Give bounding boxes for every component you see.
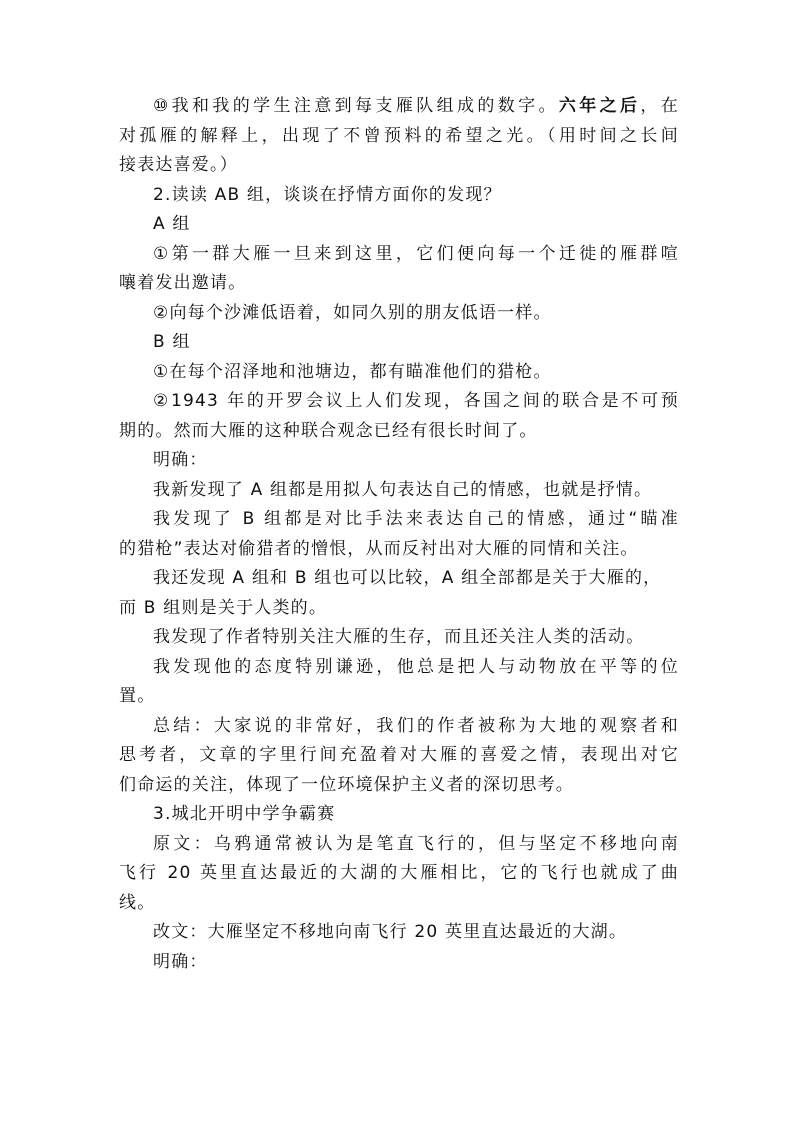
paragraph-line: ②向每个沙滩低语着，如同久别的朋友低语一样。	[153, 302, 552, 323]
paragraph-line: 期的。然而大雁的这种联合观念已经有很长时间了。	[119, 420, 538, 441]
paragraph-line: 对孤雁的解释上，出现了不曾预料的希望之光。（用时间之长间	[119, 125, 679, 146]
paragraph-line: 线。	[119, 892, 156, 913]
paragraph-line: 接表达喜爱。）	[119, 155, 238, 175]
paragraph-line: 总结：大家说的非常好，我们的作者被称为大地的观察者和	[153, 715, 679, 736]
paragraph-line: 我发现了 B 组都是对比手法来表达自己的情感，通过“瞄准	[153, 509, 679, 529]
paragraph-line: 的猎枪”表达对偷猎者的憎恨，从而反衬出对大雁的同情和关注。	[119, 538, 639, 559]
section-heading: 3.城北开明中学争霸赛	[153, 804, 336, 824]
paragraph-line: 们命运的关注，体现了一位环境保护主义者的深切思考。	[119, 774, 574, 795]
paragraph-line: 改文：大雁坚定不移地向南飞行 20 英里直达最近的大湖。	[153, 922, 628, 942]
paragraph-line: 我还发现 A 组和 B 组也可以比较，A 组全部都是关于大雁的，	[153, 568, 662, 588]
paragraph-line: 原文：乌鸦通常被认为是笔直飞行的，但与坚定不移地向南	[153, 833, 679, 854]
text-run: ，在	[640, 96, 679, 116]
bold-text-run: 六年之后	[558, 96, 641, 116]
answer-label: 明确：	[153, 450, 208, 470]
paragraph-line: 嚷着发出邀请。	[119, 273, 247, 293]
answer-label: 明确：	[153, 951, 208, 972]
text-run: ⑩我和我的学生注意到每支雁队组成的数字。	[153, 96, 559, 116]
paragraph-line: 我发现了作者特别关注大雁的生存，而且还关注人类的活动。	[153, 627, 645, 647]
paragraph-line: 而 B 组则是关于人类的。	[119, 597, 328, 618]
section-heading: 2.读读 AB 组，谈谈在抒情方面你的发现？	[153, 184, 502, 205]
paragraph-line: 置。	[119, 686, 156, 706]
paragraph-line	[119, 92, 679, 122]
document-body	[119, 92, 679, 977]
group-label: B 组	[153, 332, 191, 352]
paragraph-line: 思考者，文章的字里行间充盈着对大雁的喜爱之情，表现出对它	[119, 745, 679, 765]
paragraph-line: 飞行 20 英里直达最近的大湖的大雁相比，它的飞行也就成了曲	[119, 863, 679, 883]
paragraph-line: ①在每个沼泽地和池塘边，都有瞄准他们的猎枪。	[153, 361, 552, 382]
paragraph-line: ①第一群大雁一旦来到这里，它们便向每一个迁徙的雁群喧	[153, 243, 679, 264]
paragraph-line: 我新发现了 A 组都是用拟人句表达自己的情感，也就是抒情。	[153, 479, 653, 500]
group-label: A 组	[153, 214, 191, 234]
paragraph-line: ②1943 年的开罗会议上人们发现，各国之间的联合是不可预	[153, 391, 679, 411]
paragraph-line: 我发现他的态度特别谦逊，他总是把人与动物放在平等的位	[153, 656, 679, 677]
